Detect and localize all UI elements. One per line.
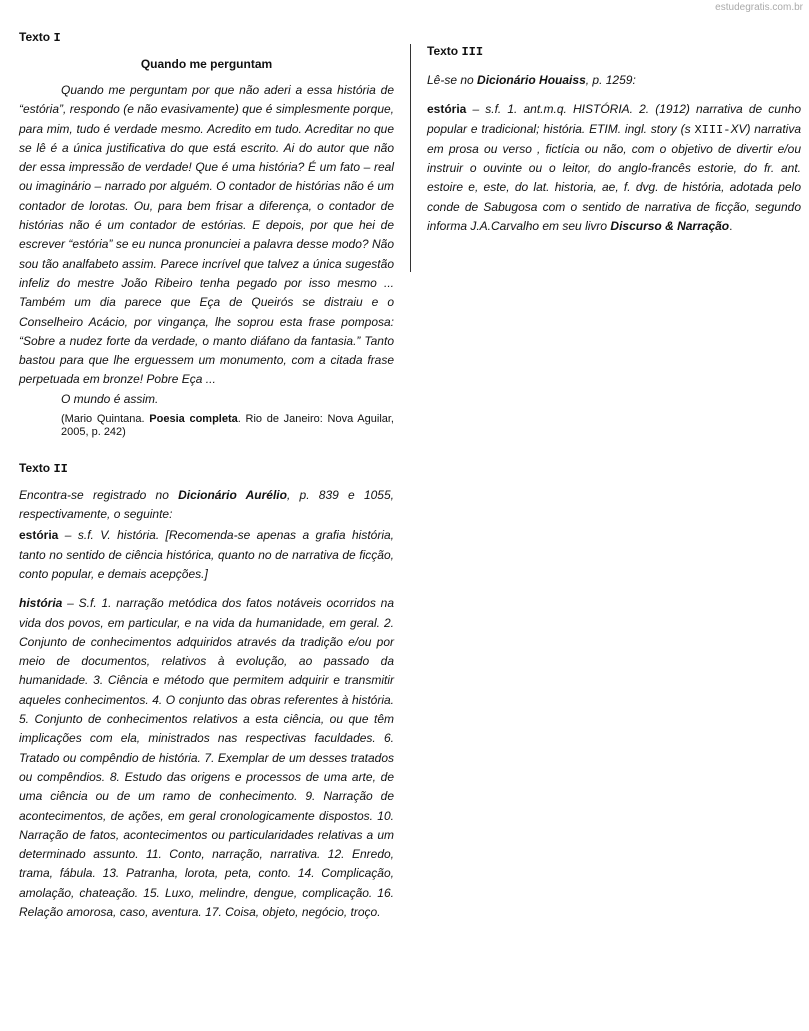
poem-citation: (Mario Quintana. Poesia completa. Rio de Janeiro: Nova Aguilar, 2005, p. 242)	[61, 412, 394, 438]
texto-2-section	[19, 461, 394, 923]
right-column	[427, 44, 801, 236]
houaiss-entry: estória – s.f. 1. ant.m.q. HISTÓRIA. 2. (1912) narrativa de cunho popular e tradicional; história. ETIM. ingl. story (s XIII-XV) narrativa em prosa ou verso , fictícia ou não, com o objetivo de divertir e/ou instruir o ouvinte ou o leitor, do anglo-francês estorie, do fr. ant. estoire e, este, do lat. historia, ae, f. dvg. de história, adotada pelo conde de Sabugosa com o sentido de narrativa de ficção, segundo informa J.A.Carvalho em seu livro Discurso & Narração.	[427, 102, 801, 234]
texto-3-label: Texto III	[427, 44, 484, 59]
left-column	[19, 30, 394, 922]
texto-2-intro: Encontra-se registrado no Dicionário Aurélio, p. 839 e 1055, respectivamente, o seguinte:	[19, 487, 394, 522]
texto-2-label: Texto II	[19, 460, 68, 476]
column-divider	[410, 44, 411, 272]
estoria-entry: estória – s.f. V. história. [Recomenda-se apenas a grafia história, tanto no sentido de ciência histórica, quanto no de narrativa de ficção, conto popular, e demais acepções.]	[19, 528, 394, 581]
poem-title: Quando me perguntam	[140, 57, 273, 71]
site-watermark: estudegratis.com.br	[715, 2, 803, 13]
poem-closing-line: O mundo é assim.	[61, 391, 159, 406]
historia-entry: história – S.f. 1. narração metódica dos fatos notáveis ocorridos na vida dos povos, em particular, e na vida da humanidade, em geral. 2. Conjunto de conhecimentos adquiridos através da tradição e/ou por meio de documentos, relativos à evolução, ao passado da humanidade. 3. Ciência e método que permitem adquirir e transmitir aqueles conhecimentos. 4. O conjunto das obras referentes à história. 5. Conjunto de conhecimentos relativos a esta ciência, ou que têm implicações com ela, ministrados nas respectivas faculdades. 6. Tratado ou compêndio de história. 7. Exemplar de um desses tratados ou compêndios. 8. Estudo das origens e processos de uma arte, de uma ciência ou de um ramo de conhecimento. 9. Narração de acontecimentos, de ações, em geral cronologicamente dispostos. 10. Narração de fatos, acontecimentos ou particularidades relativas a um determinado assunto. 11. Conto, narração, narrativa. 12. Enredo, trama, fábula. 13. Patranha, lorota, peta, conto. 14. Complicação, amolação, chateação. 15. Luxo, melindre, dengue, complicação. 16. Relação amorosa, caso, aventura. 17. Coisa, objeto, negócio, troço.	[19, 596, 394, 919]
texto-3-intro: Lê-se no Dicionário Houaiss, p. 1259:	[427, 73, 636, 87]
texto-1-label: Texto I	[19, 30, 61, 45]
poem-paragraph: Quando me perguntam por que não aderi a essa história de “estória”, respondo (e não evasivamente) que é simplesmente porque, para mim, tudo é verdade mesmo. Acredito em tudo. Acreditar no que se lê é a única justificativa do que está escrito. Ai do autor que não der essa impressão de verdade! Que é uma história? É um fato – real ou imaginário – narrado por alguém. O contador de histórias não é um contador de lorotas. Ou, para bem frisar a diferença, o contador de histórias não é um contador de estórias. E depois, por que hei de escrever “estória” se eu nunca pronunciei a palavra desse modo? Não sou tão analfabeto assim. Parece incrível que talvez a única sugestão infeliz do mestre João Ribeiro tenha pegado por isso mesmo ... Também um dia parece que Eça de Queirós se distraiu e o Conselheiro Acácio, por vingança, lhe soprou esta frase pomposa: “Sobre a nudez forte da verdade, o manto diáfano da fantasia.” Tanto bastou para que lhe erguessem um monumento, com a citada frase perpetuada em bronze! Pobre Eça ...	[19, 83, 394, 387]
